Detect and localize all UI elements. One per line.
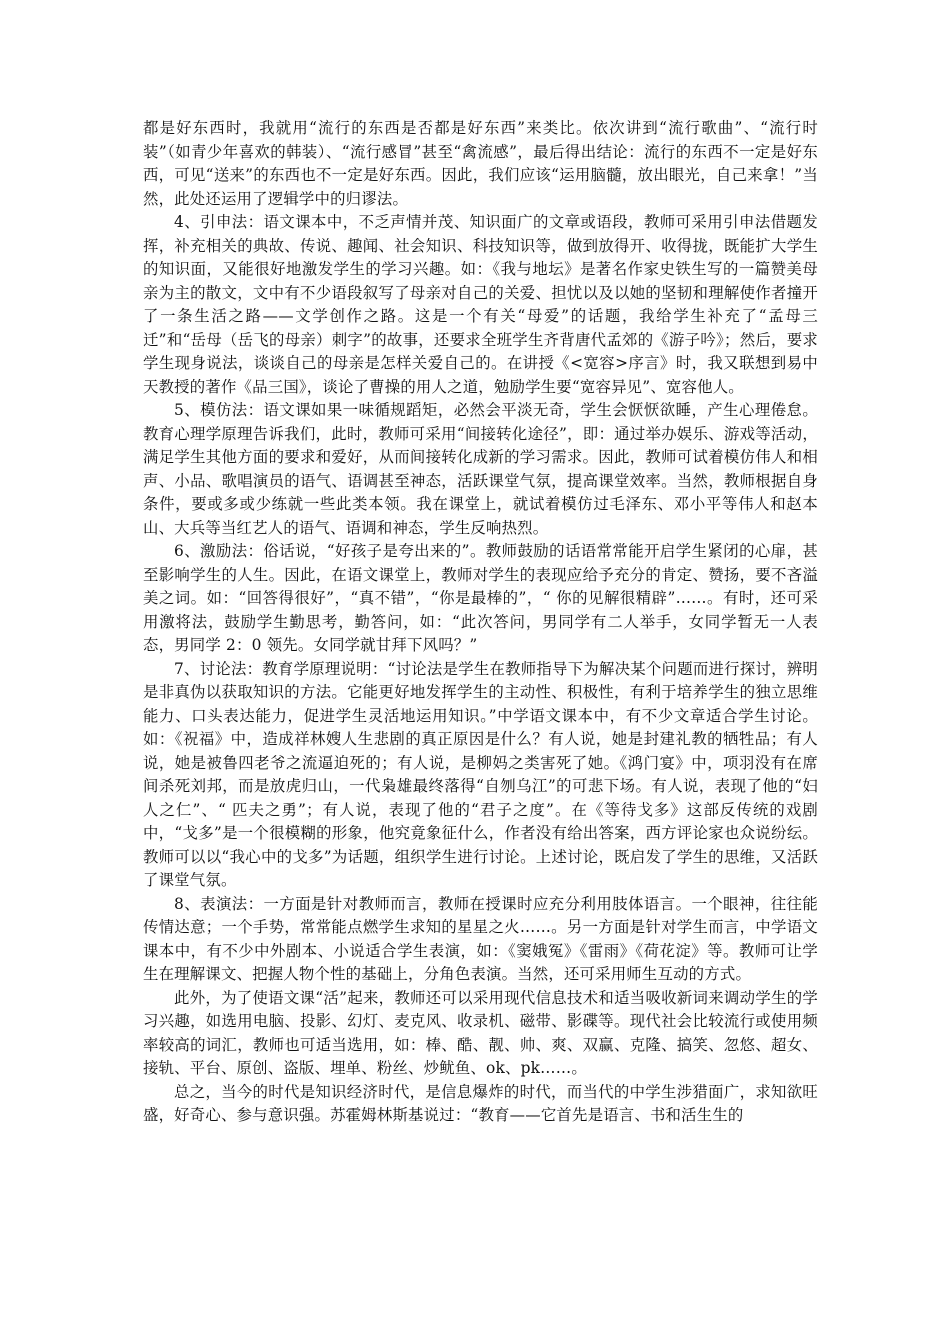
paragraph-conclusion: 总之，当今的时代是知识经济时代，是信息爆炸的时代，而当代的中学生涉猎面广，求知欲旺盛，好奇心、参与意识强。苏霍姆林斯基说过：“教育——它首先是语言、书和活生生的 <box>143 1082 818 1124</box>
paragraph-discussion-method: 7、讨论法：教育学原理说明：“讨论法是学生在教师指导下为解决某个问题而进行探讨，辨明是非真伪以获取知识的方法。它能更好地发挥学生的主动性、积极性，有利于培养学生的独立思维能力、口头表达能力，促进学生灵活地运用知识。”中学语文课本中，有不少文章适合学生讨论。如：《祝福》中，造成祥林嫂人生悲剧的真正原因是什么？有人说，她是封建礼教的牺牲品；有人说，她是被鲁四老爷之流逼迫死的；有人说，是柳妈之类害死了她。《鸿门宴》中，项羽没有在席间杀死刘邦，而是放虎归山，一代枭雄最终落得“自刎乌江”的可悲下场。有人说，表现了他的“妇人之仁”、“ 匹夫之勇”；有人说，表现了他的“君子之度”。在《等待戈多》这部反传统的戏剧中，“戈多”是一个很模糊的形象，他究竟象征什么，作者没有给出答案，西方评论家也众说纷纭。教师可以以“我心中的戈多”为话题，组织学生进行讨论。上述讨论，既启发了学生的思维，又活跃了课堂气氛。 <box>143 659 818 889</box>
paragraph-imitation-method: 5、模仿法：语文课如果一味循规蹈矩，必然会平淡无奇，学生会恹恹欲睡，产生心理倦怠。教育心理学原理告诉我们，此时，教师可采用“间接转化途径”，即：通过举办娱乐、游戏等活动，满足学生其他方面的要求和爱好，从而间接转化成新的学习需求。因此，教师可试着模仿伟人和相声、小品、歌唱演员的语气、语调甚至神态，活跃课堂气氛，提高课堂效率。当然，教师根据自身条件，要或多或少练就一些此类本领。我在课堂上，就试着模仿过毛泽东、邓小平等伟人和赵本山、大兵等当红艺人的语气、语调和神态，学生反响热烈。 <box>143 401 818 537</box>
paragraph-performance-method: 8、表演法：一方面是针对教师而言，教师在授课时应充分利用肢体语言。一个眼神，往往能传情达意；一个手势，常常能点燃学生求知的星星之火……。另一方面是针对学生而言，中学语文课本中，有不少中外剧本、小说适合学生表演，如：《窦娥冤》《雷雨》《荷花淀》等。教师可让学生在理解课文、把握人物个性的基础上，分角色表演。当然，还可采用师生互动的方式。 <box>143 894 818 983</box>
document-page <box>143 117 818 1128</box>
paragraph-encouragement-method: 6、激励法：俗话说，“好孩子是夸出来的”。教师鼓励的话语常常能开启学生紧闭的心扉，甚至影响学生的人生。因此，在语文课堂上，教师对学生的表现应给予充分的肯定、赞扬，要不吝溢美之词。如：“回答得很好”，“真不错”，“你是最棒的”，“ 你的见解很精辟”……。有时，还可采用激将法，鼓励学生勤思考，勤答问，如：“此次答问，男同学有二人举手，女同学暂无一人表态，男同学 2：0 领先。女同学就甘拜下风吗？” <box>143 542 818 654</box>
paragraph-extension-method: 4、引申法：语文课本中，不乏声情并茂、知识面广的文章或语段，教师可采用引申法借题发挥，补充相关的典故、传说、趣闻、社会知识、科技知识等，做到放得开、收得拢，既能扩大学生的知识面，又能很好地激发学生的学习兴趣。如：《我与地坛》是著名作家史铁生写的一篇赞美母亲为主的散文，文中有不少语段叙写了母亲对自己的关爱、担忧以及以她的坚韧和理解使作者撞开了一条生活之路——文学创作之路。这是一个有关“母爱”的话题，我给学生补充了“孟母三迁”和“岳母（岳飞的母亲）刺字”的故事，还要求全班学生齐背唐代孟郊的《游子吟》；然后，要求学生现身说法，谈谈自己的母亲是怎样关爱自己的。在讲授《<宽容>序言》时，我又联想到易中天教授的著作《品三国》，谈论了曹操的用人之道，勉励学生要“宽容异见”、宽容他人。 <box>143 213 818 396</box>
paragraph-additionally: 此外，为了使语文课“活”起来，教师还可以采用现代信息技术和适当吸收新词来调动学生的学习兴趣，如选用电脑、投影、幻灯、麦克风、收录机、磁带、影碟等。现代社会比较流行或使用频率较高的词汇，教师也可适当选用，如：棒、酷、靓、帅、爽、双赢、克隆、搞笑、忽悠、超女、接轨、平台、原创、盗版、埋单、粉丝、炒鱿鱼、ok、pk……。 <box>143 988 818 1077</box>
paragraph-continuation: 都是好东西时，我就用“流行的东西是否都是好东西”来类比。依次讲到“流行歌曲”、“流行时装”（如青少年喜欢的韩装）、“流行感冒”甚至“禽流感”，最后得出结论：流行的东西不一定是好东西，可见“送来”的东西也不一定是好东西。因此，我们应该“运用脑髓，放出眼光，自己来拿！”当然，此处还运用了逻辑学中的归谬法。 <box>143 119 818 208</box>
